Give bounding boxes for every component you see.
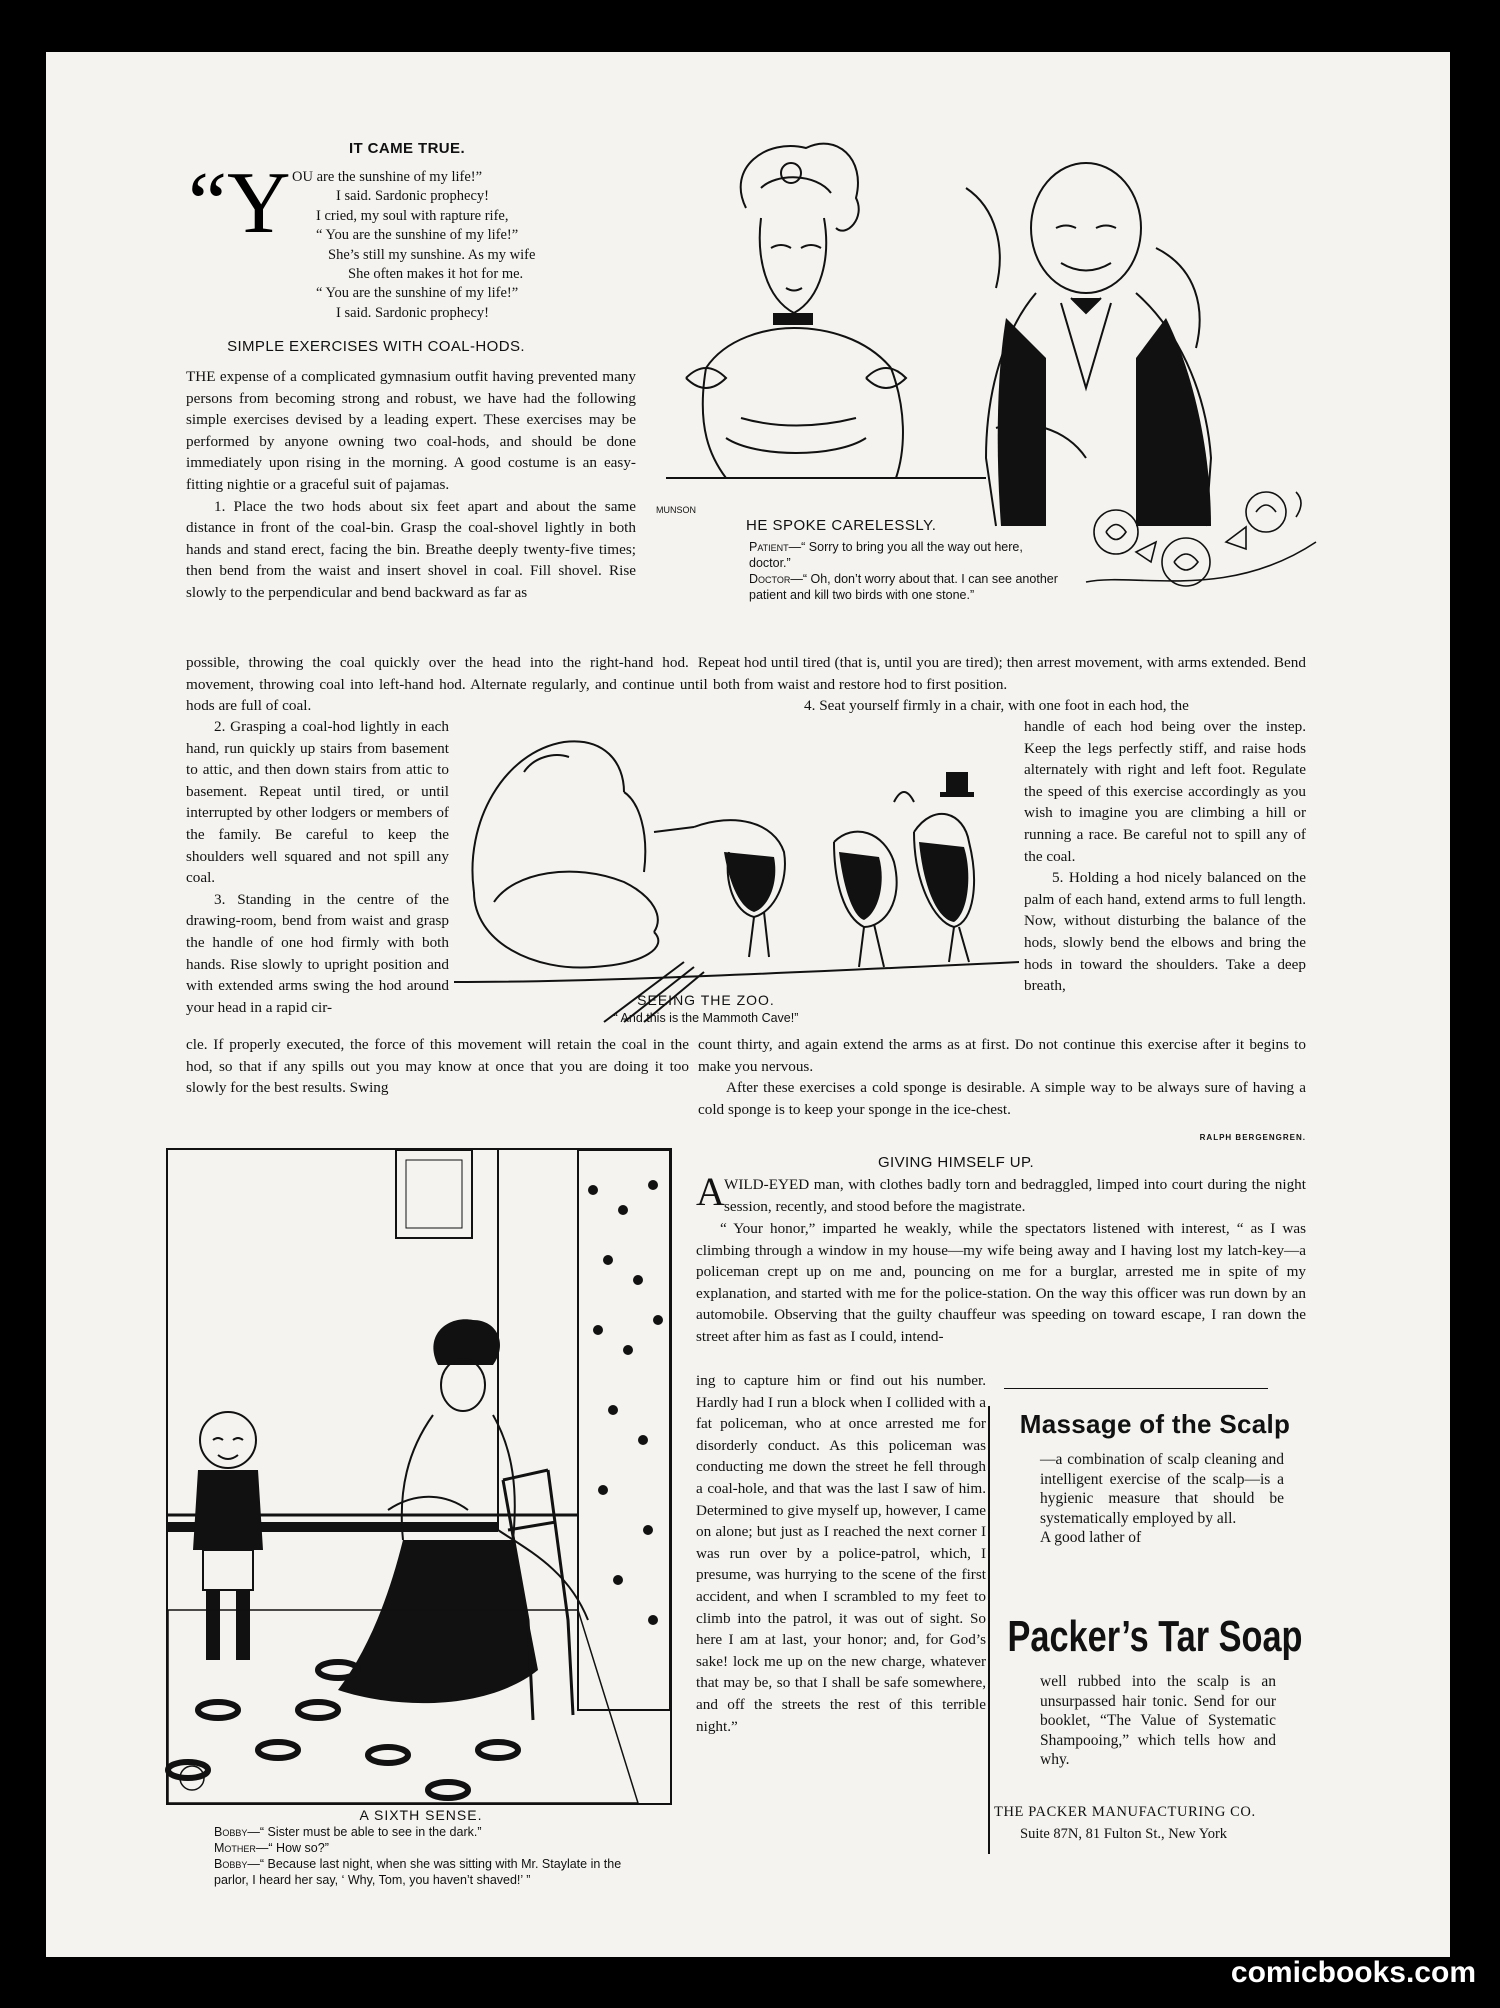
cartoon3-title: A SIXTH SENSE.: [359, 1807, 483, 1823]
giving-drop-cap: A: [696, 1169, 725, 1214]
exercises-step-3: 3. Standing in the centre of the drawing-room, bend from waist and grasp the handle of one hod firmly with both hands. Rise slowly to upright position and with extended arms swing the hod around your head in a rapid cir-: [186, 890, 449, 1016]
cartoon3-speaker: Mother: [214, 1841, 256, 1855]
cartoon3-speaker: Bobby: [214, 1825, 248, 1839]
cartoon3-caption: [214, 1824, 654, 1888]
poem-line: “ You are the sunshine of my life!”: [316, 285, 519, 302]
poem-body: [278, 168, 638, 323]
exercises-step-2: 2. Grasping a coal-hod lightly in each hand, run quickly up stairs from basement to attic, and then down stairs from attic to basement. Repeat until tired, or until interrupted by other lodgers or members of the family. Be careful to keep the shoulders well squared and not spill any coal.: [186, 718, 449, 887]
ad-body-1-text: —a combination of scalp cleaning and intelligent exercise of the scalp—is a hygienic measure that should be systematically employed by all.: [1040, 1451, 1284, 1527]
zoo-illustration: [454, 732, 1019, 1022]
poem-line: “ You are the sunshine of my life!”: [316, 227, 519, 244]
giving-para-1: WILD-EYED man, with clothes badly torn and bedraggled, limped into court during the night session, recently, and stood before the magistrate.: [724, 1176, 1306, 1215]
ad-body-2: well rubbed into the scalp is an unsurpassed hair tonic. Send for our booklet, “The Value of Systematic Shampooing,” which tells how and why.: [1040, 1673, 1276, 1768]
exercises-end: [698, 1034, 1306, 1120]
cartoon3-line: —“ Sister must be able to see in the dark.”: [247, 1825, 482, 1839]
doctor-patient-illustration: [656, 128, 1241, 526]
poem-title: IT CAME TRUE.: [348, 140, 466, 157]
ad-address: Suite 87N, 81 Fulton St., New York: [1020, 1826, 1228, 1842]
giving-title: GIVING HIMSELF UP.: [877, 1154, 1035, 1171]
ad-title-massage: Massage of the Scalp: [1019, 1409, 1291, 1439]
poem-line: I cried, my soul with rapture rife,: [316, 207, 509, 224]
ad-body-1-tail: A good lather of: [1040, 1529, 1142, 1546]
ad-title-packers: Packer’s Tar Soap: [1007, 1612, 1303, 1661]
exercises-step-5-cont: count thirty, and again extend the arms as at first. Do not continue this exercise after it begins to make you nervous.: [698, 1036, 1306, 1075]
cartoon1-caption: [729, 539, 1059, 603]
poem-drop-cap: “Y: [188, 155, 291, 252]
exercises-step-3-cont: cle. If properly executed, the force of this movement will retain the coal in the hod, so that if any spills out you may know at once that you are doing it too slowly for the best results. Swing: [186, 1036, 689, 1097]
cartoon1-line: —“ Oh, don’t worry about that. I can see another patient and kill two birds with one stone.”: [749, 572, 1058, 602]
cartoon3-line: —“ Because last night, when she was sitting with Mr. Staylate in the parlor, I heard her say, ‘ Why, Tom, you haven’t shaved!’ ”: [214, 1857, 622, 1887]
exercises-title: SIMPLE EXERCISES WITH COAL-HODS.: [227, 338, 525, 355]
poem-line: OU are the sunshine of my life!”: [292, 169, 483, 185]
exercises-step-4: handle of each hod being over the instep. Keep the legs perfectly stiff, and raise hods alternately with right and left foot. Regulate the speed of this exercise accordingly as you wish to imagine you are climbing a hill or running a race. Be careful not to spill any of the coal.: [1024, 718, 1306, 865]
cartoon3-speaker: Bobby: [214, 1857, 248, 1871]
exercises-step-5: 5. Holding a hod nicely balanced on the palm of each hand, extend arms to full length. Now, without disturbing the balance of the hods, slowly bend the elbows and bring the hods in toward the shoulders. Take a deep breath,: [1024, 869, 1306, 995]
cartoon3-line: —“ How so?”: [255, 1841, 329, 1855]
exercises-step-1: 1. Place the two hods about six feet apart and about the same distance in front of the coal-bin. Grasp the coal-shovel lightly in both hands and stand erect, facing the bin. Breathe deeply twenty-five times; then bend from the waist and insert shovel in coal. Fill shovel. Rise slowly to the perpendicular and bend backward as far as: [186, 497, 636, 601]
cartoon1-speaker: Patient: [749, 540, 789, 554]
exercises-cold-sponge: After these exercises a cold sponge is desirable. A simple way to be always sure of having a cold sponge is to keep your sponge in the ice-chest.: [698, 1079, 1306, 1118]
sixth-sense-panel: [166, 1148, 672, 1805]
roses-illustration: [1076, 482, 1326, 612]
giving-para-3: ing to capture him or find out his number. Hardly had I run a block when I collided with a fat policeman, who at once arrested me for disorderly conduct. As this policeman was conducting me down the street he fell through a coal-hole, and that was the last I saw of him. Determined to give myself up, however, I came on alone; but just as I reached the next corner I was run over by a police-patrol, which, I presume, was hurrying to the scene of the first accident, and when I scrambled to my feet to climb into the patrol, it was out of sight. So here I am at last, your honor; and, for God’s sake! lock me up on the new charge, whatever that may be, so that I shall be safe somewhere, and off the streets the rest of this terrible night.”: [696, 1372, 986, 1735]
cartoon2-caption: “ And this is the Mammoth Cave!”: [613, 1011, 799, 1025]
cartoon1-title: HE SPOKE CARELESSLY.: [746, 517, 937, 534]
exercises-column-top: [186, 366, 636, 604]
poem-line: I said. Sardonic prophecy!: [336, 304, 490, 321]
poem-line: She often makes it hot for me.: [348, 266, 524, 283]
cartoon1-speaker: Doctor: [749, 572, 791, 586]
poem-line: She’s still my sunshine. As my wife: [328, 246, 536, 263]
exercises-right-narrow: [1024, 716, 1306, 997]
cartoon1-line: —“ Sorry to bring you all the way out here, doctor.”: [749, 540, 1023, 570]
magazine-page: [46, 52, 1450, 1957]
exercises-step-1-cont: possible, throwing the coal quickly over the head into the right-hand hod. Repeat movement, throwing coal into left-hand hod. Alternate regularly, and continue until both hods are full of coal.: [186, 654, 740, 715]
exercises-intro: THE expense of a complicated gymnasium outfit having prevented many persons from becoming strong and robust, we have had the following simple exercises devised by a leading expert. These exercises may be performed by anyone owning two coal-hods, and should be done immediately upon rising in the morning. A good costume is an easy-fitting nightie or a graceful suit of pajamas.: [186, 368, 636, 493]
ad-body-1: [1040, 1450, 1284, 1548]
exercises-step-4-start: 4. Seat yourself firmly in a chair, with one foot in each hod, the: [804, 697, 1189, 714]
giving-para-2: “ Your honor,” imparted he weakly, while the spectators listened with interest, “ as I was climbing through a window in my house—my wife being away and I having lost my latch-key—a policeman crept up on me and, pouncing on me for a burglar, arrested me in spite of my explanation, and started with me for the police-station. On the way this officer was run down by an automobile. Observing that the guilty chauffeur was speeding on toward escape, I ran down the street after him as fast as I could, intend-: [696, 1220, 1306, 1345]
sixth-sense-illustration: [168, 1150, 670, 1803]
exercises-step-3-end: hod until tired (that is, until you are tired); then arrest movement, with arms extended. Bend from waist and restore hod to first position.: [744, 654, 1306, 693]
cartoon1-signature: MUNSON: [656, 505, 696, 515]
ad-top-rule: [1004, 1388, 1268, 1389]
poem-line: I said. Sardonic prophecy!: [336, 188, 490, 205]
cartoon2-title: SEEING THE ZOO.: [637, 992, 775, 1008]
exercises-byline: RALPH BERGENGREN.: [1199, 1133, 1306, 1142]
watermark: comicbooks.com: [1230, 1956, 1476, 1989]
ad-company: THE PACKER MANUFACTURING CO.: [994, 1804, 1256, 1820]
exercises-left-narrow: [186, 716, 449, 1018]
